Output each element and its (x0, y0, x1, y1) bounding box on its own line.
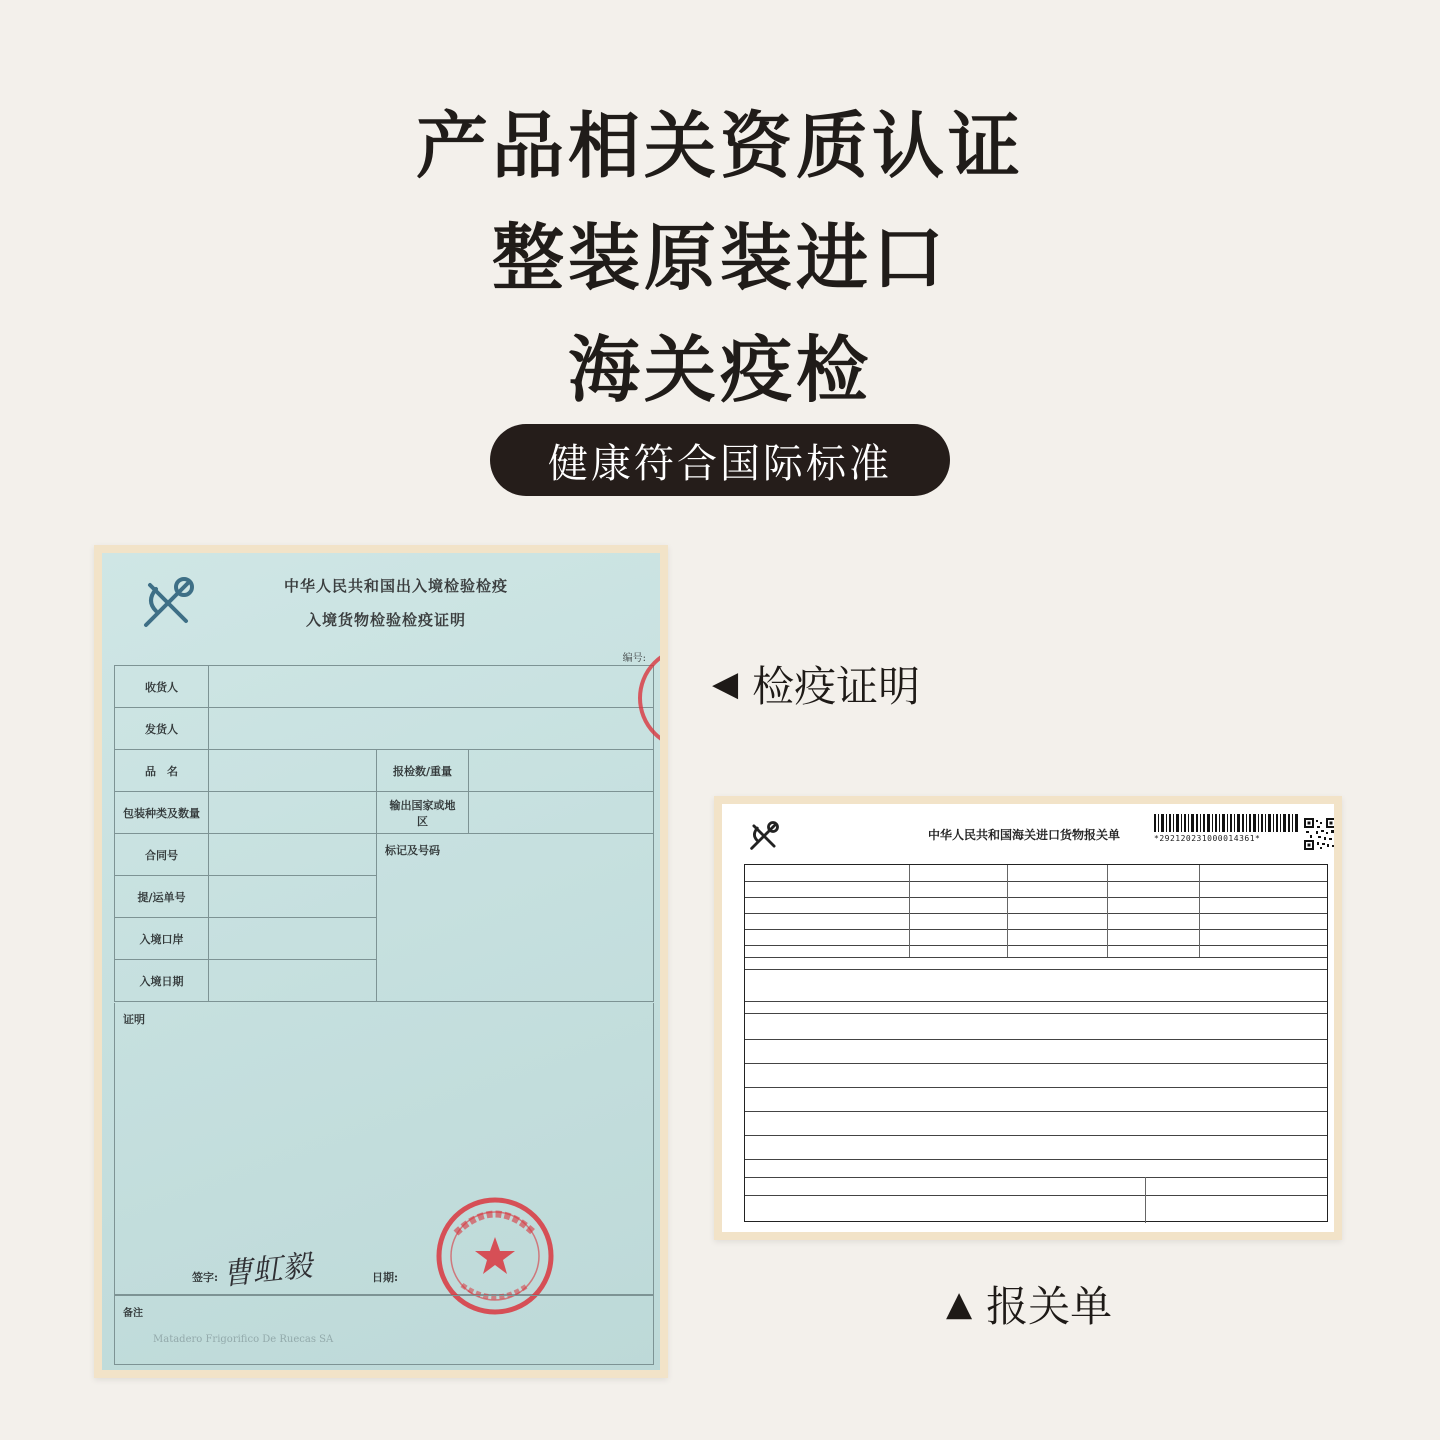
sign-label: 签字: (192, 1271, 219, 1284)
contract-label: 合同号 (115, 834, 209, 876)
declaration-grid (744, 864, 1328, 1222)
certificate-notes-section (114, 1295, 654, 1365)
declared-quantity-value (469, 750, 654, 792)
barcode-graphic (1154, 814, 1298, 832)
certificate-proof-section (114, 1003, 654, 1295)
quarantine-certificate-card (94, 545, 668, 1378)
handwritten-signature: 曹虹毅 (220, 1248, 314, 1293)
declaration-title: 中华人民共和国海关进口货物报关单 (928, 828, 1121, 842)
product-label: 品 名 (115, 750, 209, 792)
customs-declaration-card (714, 796, 1342, 1240)
origin-country-value (469, 792, 654, 834)
bill-of-lading-label: 提/运单号 (115, 876, 209, 918)
arrow-up-icon: ▲ (946, 1284, 973, 1324)
sign-date-label: 日期: (372, 1271, 399, 1284)
consignor-value (209, 708, 654, 750)
contract-value (209, 834, 377, 876)
certificate-title-primary: 中华人民共和国出入境检验检疫 (283, 577, 508, 595)
seal-edge-mark (630, 643, 660, 753)
entry-port-value (209, 918, 377, 960)
certificate-number-label: 编号: (622, 653, 646, 664)
bill-of-lading-value (209, 876, 377, 918)
consignor-label: 发货人 (115, 708, 209, 750)
packing-label: 包装种类及数量 (115, 792, 209, 834)
notes-producer: Matadero Frigorifico De Ruecas SA (153, 1334, 334, 1345)
proof-label: 证明 (123, 1013, 145, 1026)
arrow-left-icon: ◀ (712, 664, 739, 704)
customs-emblem-icon (746, 818, 782, 854)
quarantine-certificate (102, 553, 660, 1370)
certificate-table (114, 665, 654, 1002)
entry-date-label: 入境日期 (115, 960, 209, 1002)
qr-code-icon (1304, 818, 1334, 850)
caption-certificate (712, 654, 920, 714)
entry-port-label: 入境口岸 (115, 918, 209, 960)
marks-label: 标记及号码 (377, 834, 654, 1002)
caption-certificate-label: 检疫证明 (752, 662, 921, 711)
notes-label: 备注 (123, 1308, 143, 1319)
declared-quantity-label: 报检数/重量 (377, 750, 469, 792)
consignee-label: 收货人 (115, 666, 209, 708)
certificate-title-secondary: 入境货物检验检疫证明 (305, 611, 466, 629)
origin-country-label: 输出国家或地区 (377, 792, 469, 834)
barcode-number: *292120231000014361* (1154, 834, 1261, 843)
product-value (209, 750, 377, 792)
standard-badge: 健康符合国际标准 (490, 424, 950, 496)
consignee-value (209, 666, 654, 708)
headline-qualification: 产品相关资质认证 (415, 103, 1024, 188)
packing-value (209, 792, 377, 834)
headline-customs-inspection: 海关疫检 (567, 327, 872, 412)
customs-declaration-form (722, 804, 1334, 1232)
caption-declaration-label: 报关单 (986, 1282, 1113, 1331)
caption-declaration (946, 1274, 1112, 1334)
entry-date-value (209, 960, 377, 1002)
headline-original-import: 整装原装进口 (491, 215, 948, 300)
